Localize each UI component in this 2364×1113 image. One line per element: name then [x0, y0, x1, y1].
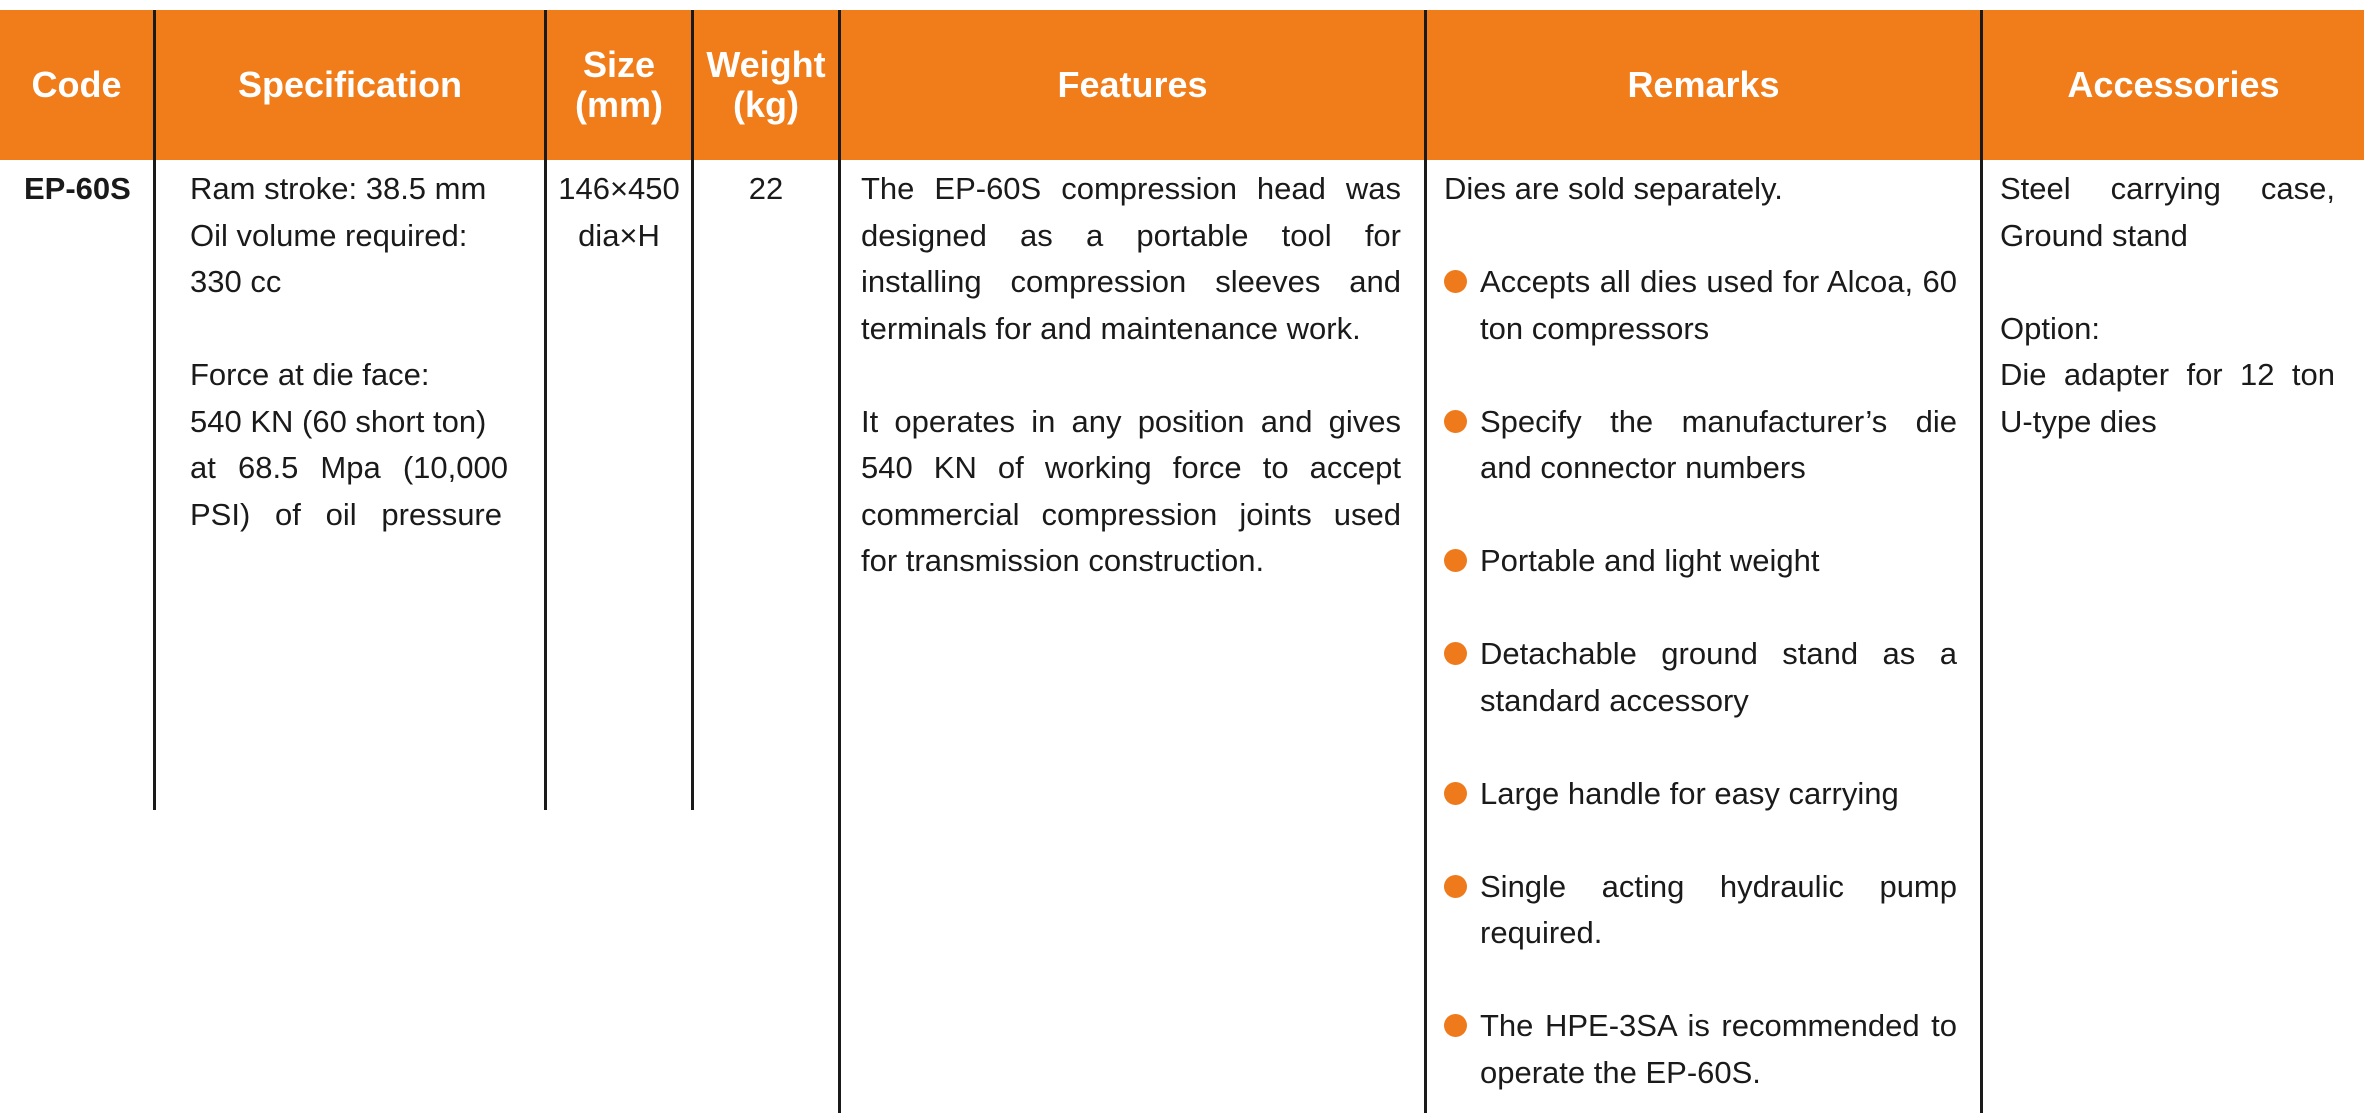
remarks-intro: Dies are sold separately.	[1444, 171, 1783, 206]
bullet-icon	[1444, 410, 1467, 433]
list-item: Single acting hydraulic pump required.	[1444, 864, 1957, 957]
header-specification: Specification	[237, 64, 463, 105]
column-divider	[153, 10, 156, 810]
cell-remarks	[1444, 166, 1957, 1096]
column-divider	[1980, 10, 1983, 1113]
list-item: Detachable ground stand as a standard accessory	[1444, 631, 1957, 724]
column-divider	[838, 10, 841, 1113]
bullet-icon	[1444, 549, 1467, 572]
column-divider	[544, 10, 547, 810]
header-remarks: Remarks	[1627, 64, 1780, 105]
cell-accessories: Steel carrying case, Ground stand Option: Die adapter for 12 ton U-type dies	[2000, 171, 2335, 439]
bullet-icon	[1444, 270, 1467, 293]
list-item: Large handle for easy carrying	[1444, 771, 1957, 818]
header-size: Size (mm)	[575, 44, 663, 125]
column-divider	[1424, 10, 1427, 1113]
cell-specification: Ram stroke: 38.5 mm Oil volume required: 330 cc Force at die face: 540 KN (60 short ton) at 68.5 Mpa (10,000 PSI) of oil pressure	[190, 171, 508, 532]
column-divider	[691, 10, 694, 810]
cell-code: EP-60S	[24, 171, 131, 206]
bullet-icon	[1444, 782, 1467, 805]
header-weight: Weight (kg)	[706, 44, 826, 125]
cell-size: 146×450 dia×H	[558, 171, 680, 253]
list-item: Portable and light weight	[1444, 538, 1957, 585]
list-item: The HPE-3SA is recommended to operate the EP-60S.	[1444, 1003, 1957, 1096]
bullet-icon	[1444, 875, 1467, 898]
header-code: Code	[31, 64, 122, 105]
bullet-icon	[1444, 1014, 1467, 1037]
header-accessories: Accessories	[2067, 64, 2280, 105]
header-features: Features	[1057, 64, 1208, 105]
cell-features: The EP-60S compression head was designed as a portable tool for installing compression sleeves and terminals for and maintenance work. It operates in any position and gives 540 KN of working force to accept commercial compression joints used for transmission construction.	[861, 171, 1401, 578]
list-item: Specify the manufacturer’s die and connector numbers	[1444, 399, 1957, 492]
cell-weight: 22	[748, 171, 784, 206]
bullet-icon	[1444, 642, 1467, 665]
list-item: Accepts all dies used for Alcoa, 60 ton compressors	[1444, 259, 1957, 352]
